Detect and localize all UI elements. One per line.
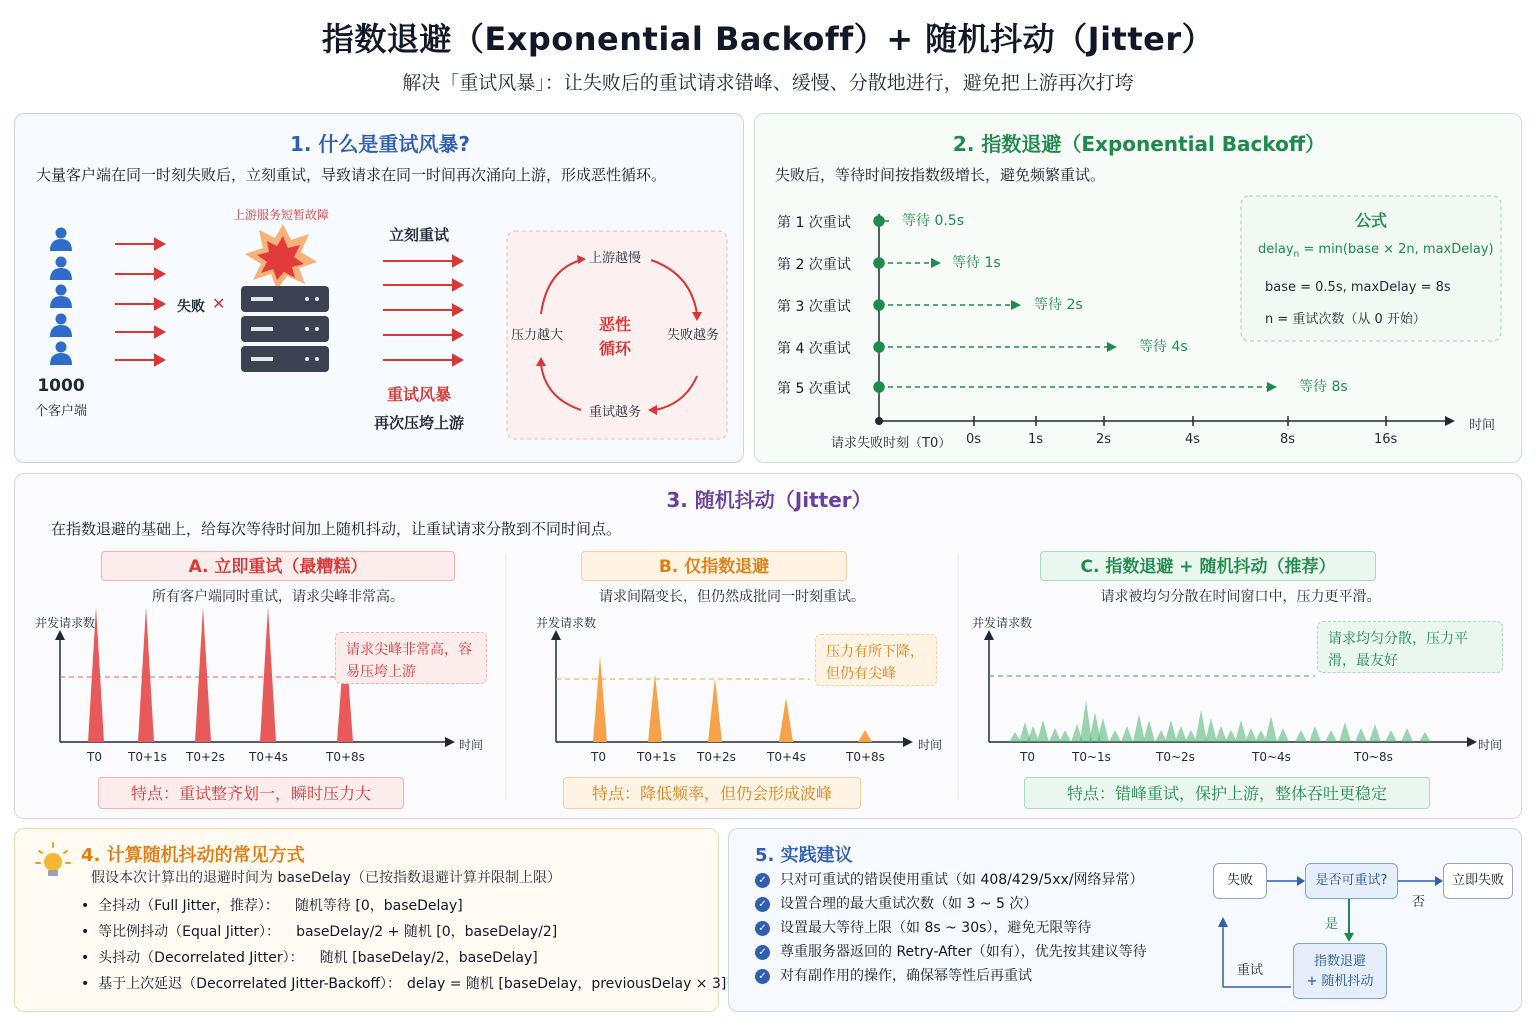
axis-tick-16s: 16s: [1374, 432, 1398, 447]
wait-label-2: 等待 1s: [952, 255, 1001, 271]
page-title: 指数退避（Exponential Backoff）+ 随机抖动（Jitter）: [321, 20, 1215, 58]
section-jitter-methods: [14, 828, 727, 1012]
axis-tick-0s: 0s: [966, 432, 982, 447]
cycle-left-label: 压力越大: [511, 328, 564, 343]
practice-item: ✓ 尊重服务器返回的 Retry-After（如有），优先按其建议等待: [755, 941, 1147, 961]
jitter-peak: [1225, 730, 1237, 742]
practice-item: ✓ 设置最大等待上限（如 8s ~ 30s），避免无限等待: [755, 917, 1091, 937]
jitter-peak: [1401, 728, 1413, 742]
check-icon: ✓: [755, 969, 770, 984]
jitter-peak: [1265, 716, 1277, 742]
axis-tick-8s: 8s: [1280, 432, 1296, 447]
wait-label-5: 等待 8s: [1299, 379, 1348, 395]
jitter-peak: [1049, 728, 1061, 742]
jitter-peak: [1205, 718, 1217, 742]
section-retry-storm: [14, 113, 744, 463]
retry-label-1: 第 1 次重试: [777, 215, 851, 231]
flow-yes-label: 是: [1325, 917, 1339, 932]
fault-label: 上游服务短暂故障: [233, 208, 330, 222]
jitter-peak: [1339, 722, 1351, 742]
cycle-center-2: 循环: [599, 339, 632, 358]
cycle-top-label: 上游越慢: [589, 251, 642, 266]
chart-b-tick: T0+1s: [637, 750, 676, 764]
section4-title: 4. 计算随机抖动的常见方式: [81, 845, 305, 866]
chart-b-tick: T0+4s: [767, 750, 806, 764]
flow-fail-box: 失败: [1213, 863, 1267, 899]
chart-c-tick: T0: [1020, 750, 1035, 764]
jitter-peak: [1097, 718, 1109, 742]
chart-b-tick: T0+8s: [846, 750, 885, 764]
chart-c-tick: T0~1s: [1072, 750, 1111, 764]
fail-mark-icon: ✕: [212, 294, 226, 313]
peaks-immediate: [88, 607, 353, 742]
axis-tick-1s: 1s: [1028, 432, 1044, 447]
storm-label: 重试风暴: [387, 385, 452, 404]
chart-c-xlabel: 时间: [1478, 738, 1503, 752]
strategy-a-note: 请求尖峰非常高，容易压垮上游: [335, 632, 487, 684]
cycle-right-label: 失败越务: [667, 328, 720, 343]
jitter-peak: [1235, 720, 1247, 742]
retry-label-4: 第 4 次重试: [777, 341, 851, 357]
method-item: • 全抖动（Full Jitter，推荐）： 随机等待 [0，baseDelay]: [81, 898, 463, 914]
flow-no-label: 否: [1412, 895, 1426, 910]
spike-peak: [260, 607, 276, 742]
user-icon: [50, 342, 72, 366]
strategy-a-desc: 所有客户端同时重试，请求尖峰非常高。: [152, 589, 404, 605]
jitter-peak: [1037, 720, 1049, 742]
jitter-peak: [1385, 730, 1397, 742]
chart-c-ylabel: 并发请求数: [972, 616, 1033, 630]
jitter-peak: [1309, 726, 1321, 742]
spike-peak: [593, 656, 607, 742]
jitter-peak: [1155, 730, 1167, 742]
method-item: • 等比例抖动（Equal Jitter）： baseDelay/2 + 随机 [0，baseDelay/2]: [81, 924, 558, 940]
jitter-peak: [1245, 728, 1257, 742]
chart-a-tick: T0+2s: [186, 750, 225, 764]
jitter-peak: [1325, 730, 1337, 742]
jitter-peak: [1355, 728, 1367, 742]
user-icon: [50, 257, 72, 281]
jitter-peak: [1109, 730, 1121, 742]
chart-c-tick: T0~4s: [1252, 750, 1291, 764]
clients-count: 1000: [37, 376, 85, 396]
chart-b-ylabel: 并发请求数: [536, 616, 597, 630]
chart-a-tick: T0: [87, 750, 102, 764]
axis-tick-4s: 4s: [1185, 432, 1201, 447]
spike-peak: [708, 678, 722, 742]
cycle-bottom-label: 重试越务: [589, 405, 642, 420]
jitter-peak: [1165, 720, 1177, 742]
fail-label: 失败: [177, 299, 205, 315]
practice-item: ✓ 只对可重试的错误使用重试（如 408/429/5xx/网络异常）: [755, 869, 1144, 889]
jitter-peak: [1009, 732, 1021, 742]
strategy-c-tag: C. 指数退避 + 随机抖动（推荐）: [1040, 551, 1376, 581]
formula-line-2: base = 0.5s, maxDelay = 8s: [1265, 280, 1451, 295]
formula-line-3: n = 重试次数（从 0 开始）: [1265, 312, 1426, 327]
section-best-practices: [728, 828, 1522, 1012]
jitter-peak: [1277, 728, 1289, 742]
check-icon: ✓: [755, 873, 770, 888]
jitter-peak: [1295, 730, 1307, 742]
strategy-b-desc: 请求间隔变长，但仍然成批同一时刻重试。: [599, 589, 865, 605]
retry-flowchart: [729, 829, 1523, 1013]
wait-label-4: 等待 4s: [1139, 339, 1188, 355]
jitter-peak: [1175, 726, 1187, 742]
jitter-charts: [15, 474, 1523, 820]
section2-desc: 失败后，等待时间按指数级增长，避免频繁重试。: [775, 166, 1106, 184]
practice-item: ✓ 设置合理的最大重试次数（如 3 ~ 5 次）: [755, 893, 1037, 913]
strategy-b-note: 压力有所下降，但仍有尖峰: [815, 634, 937, 686]
section5-title: 5. 实践建议: [755, 845, 853, 866]
section3-title: 3. 随机抖动（Jitter）: [666, 488, 872, 512]
spike-peak: [138, 607, 154, 742]
section1-desc: 大量客户端在同一时刻失败后，立刻重试，导致请求在同一时间再次涌向上游，形成恶性循环。: [36, 166, 667, 184]
chart-a-tick: T0+8s: [326, 750, 365, 764]
user-icon: [50, 314, 72, 338]
strategy-a-feature: 特点：重试整齐划一，瞬时压力大: [98, 777, 404, 809]
strategy-a-tag: A. 立即重试（最糟糕）: [101, 551, 455, 581]
lightbulb-icon: [35, 841, 71, 881]
storm-sub-label: 再次压垮上游: [374, 414, 465, 432]
jitter-peak: [1369, 724, 1381, 742]
spike-peak: [858, 730, 872, 742]
check-icon: ✓: [755, 897, 770, 912]
chart-a-ylabel: 并发请求数: [35, 616, 96, 630]
jitter-peak: [1143, 720, 1155, 742]
strategy-b-feature: 特点：降低频率，但仍会形成波峰: [563, 777, 861, 809]
spike-peak: [195, 607, 211, 742]
retry-label-2: 第 2 次重试: [777, 257, 851, 273]
jitter-peak: [1185, 730, 1197, 742]
client-icons: [50, 228, 72, 366]
section-jitter: [14, 473, 1522, 819]
strategy-c-feature: 特点：错峰重试，保护上游，整体吞吐更稳定: [1024, 777, 1430, 809]
retry-now-label: 立刻重试: [389, 226, 450, 244]
strategy-c-note: 请求均匀分散，压力平滑，最友好: [1317, 621, 1503, 673]
axis-tick-2s: 2s: [1096, 432, 1112, 447]
spike-peak: [648, 674, 662, 742]
user-icon: [50, 228, 72, 252]
strategy-b-tag: B. 仅指数退避: [581, 551, 847, 581]
server-icon: [241, 286, 329, 372]
chart-b-xlabel: 时间: [918, 738, 943, 752]
flow-question-box: 是否可重试?: [1305, 863, 1398, 899]
jitter-peak: [1059, 730, 1071, 742]
cycle-center-1: 恶性: [599, 315, 632, 334]
spike-peak: [779, 698, 793, 742]
formula-line-1: delay$_n$ = min(base × 2n, maxDelay): [1258, 242, 1494, 260]
section-exponential-backoff: [754, 113, 1522, 463]
section4-intro: 假设本次计算出的退避时间为 baseDelay（已按指数退避计算并限制上限）: [91, 870, 561, 886]
user-icon: [50, 285, 72, 309]
chart-c-tick: T0~2s: [1156, 750, 1195, 764]
clients-label: 个客户端: [34, 404, 87, 419]
check-icon: ✓: [755, 921, 770, 936]
chart-a-tick: T0+1s: [128, 750, 167, 764]
chart-a-tick: T0+4s: [249, 750, 288, 764]
formula-title: 公式: [1354, 211, 1387, 230]
chart-b-tick: T0+2s: [697, 750, 736, 764]
explosion-icon: [245, 224, 317, 290]
peaks-jitter: [1009, 700, 1431, 742]
retry-label-5: 第 5 次重试: [777, 381, 851, 397]
section2-title: 2. 指数退避（Exponential Backoff）: [952, 132, 1326, 156]
flow-fail-now-box: 立即失败: [1443, 863, 1513, 899]
section3-desc: 在指数退避的基础上，给每次等待时间加上随机抖动，让重试请求分散到不同时间点。: [51, 520, 622, 538]
chart-b-tick: T0: [591, 750, 606, 764]
flow-backoff-box: 指数退避 + 随机抖动: [1293, 943, 1387, 999]
jitter-peak: [1027, 726, 1039, 742]
jitter-peak: [1080, 700, 1092, 742]
chart-c-tick: T0~8s: [1354, 750, 1393, 764]
jitter-peak: [1133, 714, 1145, 742]
axis-time-label: 时间: [1469, 418, 1496, 433]
jitter-peak: [1215, 726, 1227, 742]
wait-label-1: 等待 0.5s: [902, 213, 965, 229]
retry-label-3: 第 3 次重试: [777, 299, 851, 315]
jitter-peak: [1255, 730, 1267, 742]
page-subtitle: 解决「重试风暴」：让失败后的重试请求错峰、缓慢、分散地进行，避免把上游再次打垮: [402, 72, 1134, 94]
check-icon: ✓: [755, 945, 770, 960]
strategy-c-desc: 请求被均匀分散在时间窗口中，压力更平滑。: [1100, 589, 1381, 605]
method-item: • 基于上次延迟（Decorrelated Jitter-Backoff）： delay = 随机 [baseDelay，previousDelay × 3]: [81, 976, 727, 992]
jitter-peak: [1121, 726, 1133, 742]
flow-retry-label: 重试: [1237, 963, 1264, 978]
practice-item: ✓ 对有副作用的操作，确保幂等性后再重试: [755, 965, 1032, 985]
method-item: • 头抖动（Decorrelated Jitter）： 随机 [baseDelay/2，baseDelay]: [81, 950, 538, 966]
request-arrows: [115, 239, 164, 365]
section1-title: 1. 什么是重试风暴?: [289, 132, 471, 156]
retry-arrows: [383, 256, 462, 365]
axis-origin-label: 请求失败时刻（T0）: [831, 436, 952, 451]
jitter-peak: [1195, 710, 1207, 742]
chart-a-xlabel: 时间: [459, 738, 484, 752]
jitter-peak: [1419, 732, 1431, 742]
wait-label-3: 等待 2s: [1034, 297, 1083, 313]
